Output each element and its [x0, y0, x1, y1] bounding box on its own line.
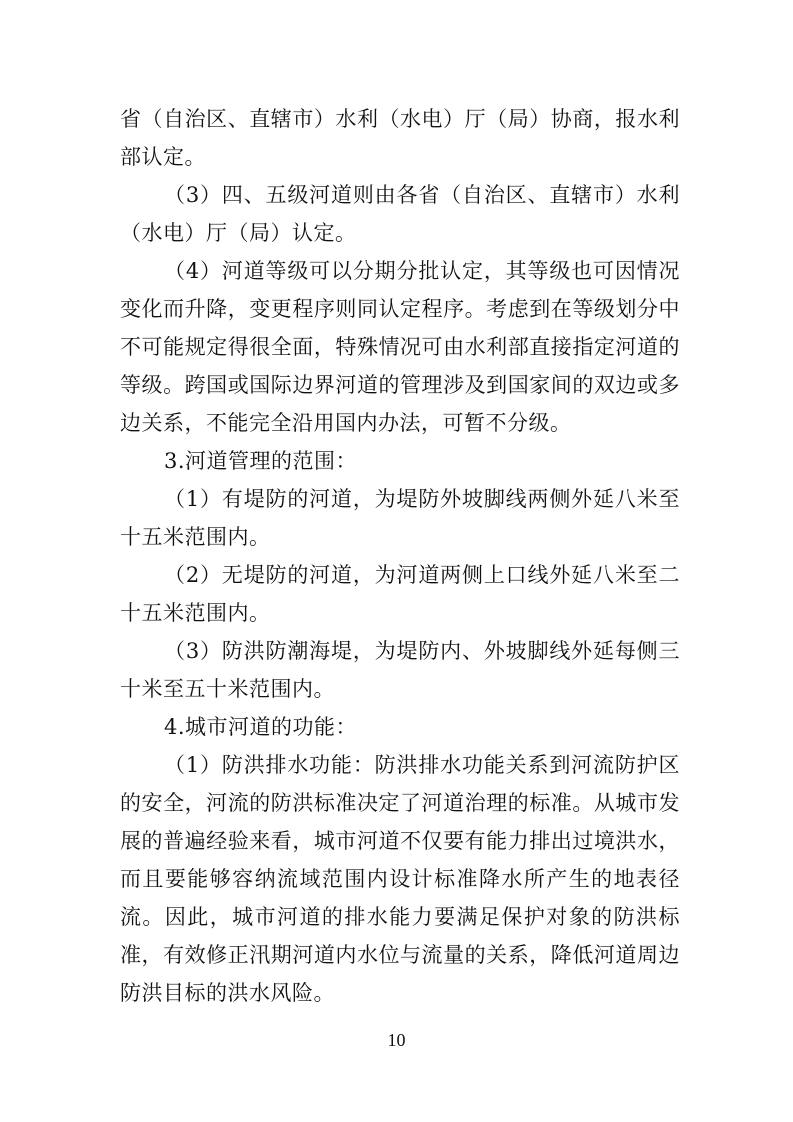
paragraph-item-3: （3）四、五级河道则由各省（自治区、直辖市）水利（水电）厅（局）认定。 — [120, 183, 680, 245]
paragraph-scope-1: （1）有堤防的河道，为堤防外坡脚线两侧外延八米至十五米范围内。 — [120, 487, 680, 549]
paragraph-item-4: （4）河道等级可以分期分批认定，其等级也可因情况变化而升降，变更程序则同认定程序。考虑到在等级划分中不可能规定得很全面，特殊情况可由水利部直接指定河道的等级。跨国或国际边界河道的管理涉及到国家间的双边或多边关系，不能完全沿用国内办法，可暂不分级。 — [120, 259, 680, 435]
paragraph-continuation: 省（自治区、直辖市）水利（水电）厅（局）协商，报水利部认定。 — [120, 107, 680, 169]
document-body — [120, 100, 680, 1012]
page-number: 10 — [387, 1030, 406, 1050]
section-heading-scope: 3.河道管理的范围： — [164, 449, 358, 473]
paragraph-scope-3: （3）防洪防潮海堤，为堤防内、外坡脚线外延每侧三十米至五十米范围内。 — [120, 639, 680, 701]
paragraph-scope-2: （2）无堤防的河道，为河道两侧上口线外延八米至二十五米范围内。 — [120, 563, 680, 625]
section-heading-functions: 4.城市河道的功能： — [164, 715, 358, 739]
paragraph-function-1: （1）防洪排水功能：防洪排水功能关系到河流防护区的安全，河流的防洪标准决定了河道治理的标准。从城市发展的普遍经验来看，城市河道不仅要有能力排出过境洪水，而且要能够容纳流域范围内设计标准降水所产生的地表径流。因此，城市河道的排水能力要满足保护对象的防洪标准，有效修正汛期河道内水位与流量的关系，降低河道周边防洪目标的洪水风险。 — [120, 753, 680, 1005]
